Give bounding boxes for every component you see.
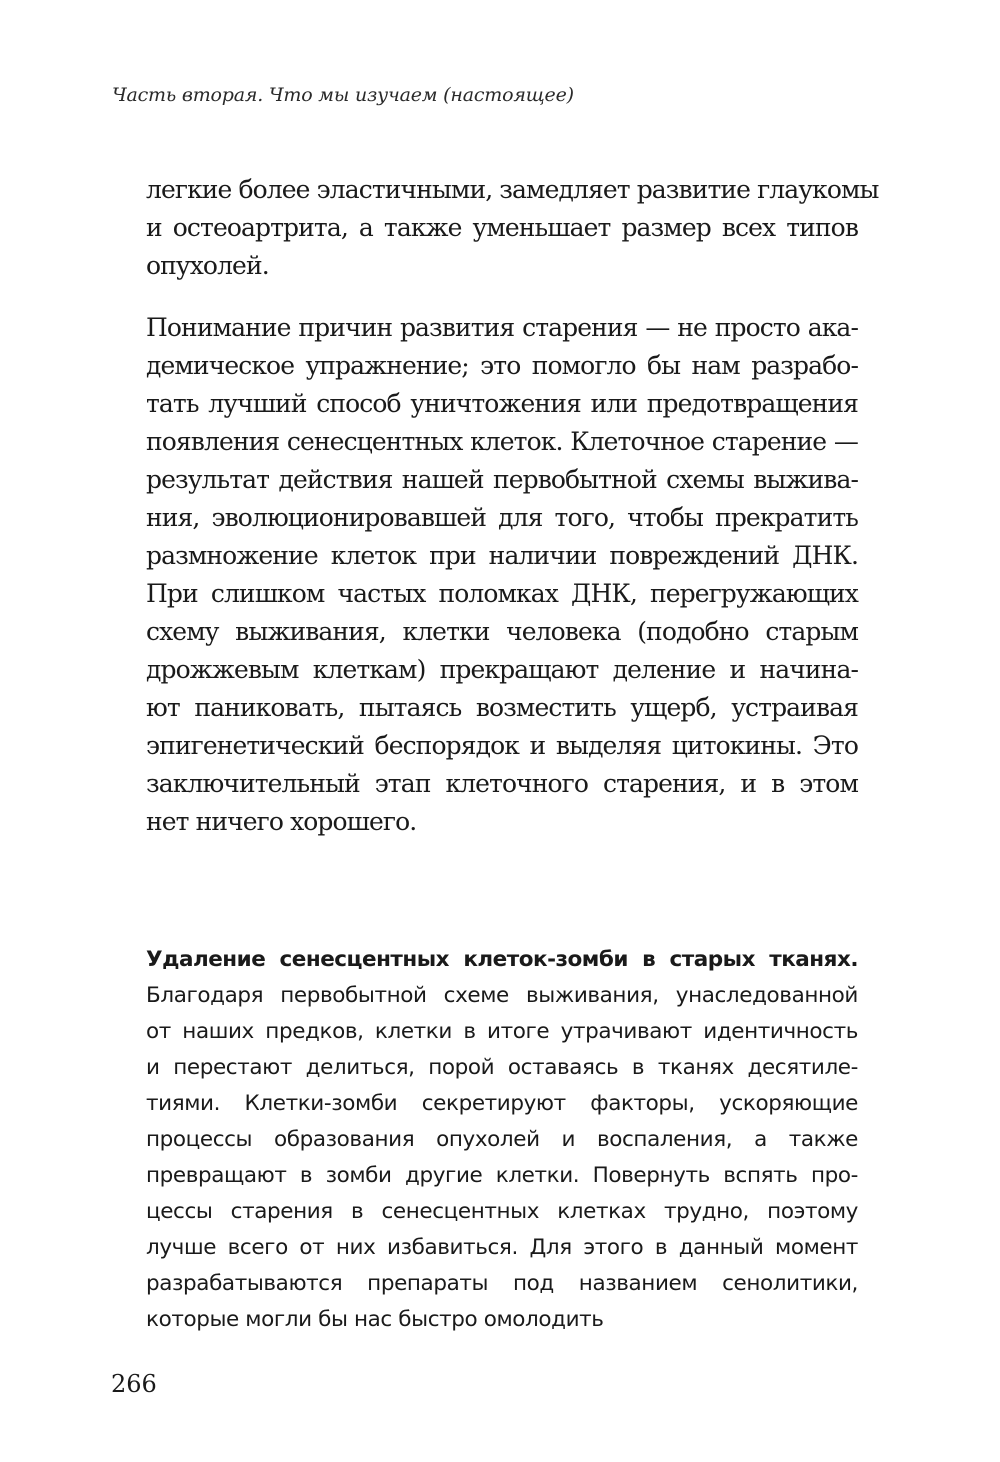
paragraph-line: ния, эволюционировавшей для того, чтобы прекратить (146, 503, 858, 532)
sidebar-heading: Удаление сенесцентных клеток-зомби в старых тканях. (146, 947, 858, 972)
paragraph-line: эпигенетический беспорядок и выделяя цитокины. Это (146, 731, 858, 760)
paragraph-line: При слишком частых поломках ДНК, перегружающих (146, 579, 858, 608)
paragraph-line: легкие более эластичными, замедляет развитие глаукомы (146, 175, 879, 204)
paragraph-line: ют паниковать, пытаясь возместить ущерб, устраивая (146, 693, 858, 722)
sidebar-line: которые могли бы нас быстро омолодить (146, 1307, 604, 1332)
paragraph-line: размножение клеток при наличии повреждений ДНК. (146, 541, 858, 570)
paragraph-line: нет ничего хорошего. (146, 807, 417, 836)
sidebar-box (146, 942, 858, 1338)
paragraph-line: схему выживания, клетки человека (подобно старым (146, 617, 858, 646)
paragraph-line: демическое упражнение; это помогло бы нам разрабо- (146, 351, 858, 380)
paragraph-line: заключительный этап клеточного старения, и в этом (146, 769, 858, 798)
paragraph-line: тать лучший способ уничтожения или предотвращения (146, 389, 858, 418)
page-number: 266 (111, 1370, 157, 1398)
paragraph-line: результат действия нашей первобытной схемы выжива- (146, 465, 858, 494)
sidebar-line: лучше всего от них избавиться. Для этого в данный момент (146, 1235, 858, 1260)
running-header: Часть вторая. Что мы изучаем (настоящее) (112, 84, 574, 106)
paragraph-2 (146, 309, 858, 841)
paragraph-1 (146, 171, 879, 285)
paragraph-line: Понимание причин развития старения — не просто ака- (146, 313, 858, 342)
sidebar-line: и перестают делиться, порой оставаясь в тканях десятиле- (146, 1055, 858, 1080)
sidebar-line: процессы образования опухолей и воспаления, а также (146, 1127, 858, 1152)
sidebar-line: разрабатываются препараты под названием сенолитики, (146, 1271, 858, 1296)
sidebar-line: превращают в зомби другие клетки. Повернуть вспять про- (146, 1163, 858, 1188)
paragraph-line: появления сенесцентных клеток. Клеточное старение — (146, 427, 858, 456)
paragraph-line: опухолей. (146, 251, 269, 280)
sidebar-line: Благодаря первобытной схеме выживания, унаследованной (146, 983, 858, 1008)
sidebar-line: цессы старения в сенесцентных клетках трудно, поэтому (146, 1199, 858, 1224)
sidebar-line: тиями. Клетки-зомби секретируют факторы, ускоряющие (146, 1091, 858, 1116)
paragraph-line: и остеоартрита, а также уменьшает размер всех типов (146, 213, 858, 242)
sidebar-line: от наших предков, клетки в итоге утрачивают идентичность (146, 1019, 858, 1044)
paragraph-line: дрожжевым клеткам) прекращают деление и начина- (146, 655, 858, 684)
